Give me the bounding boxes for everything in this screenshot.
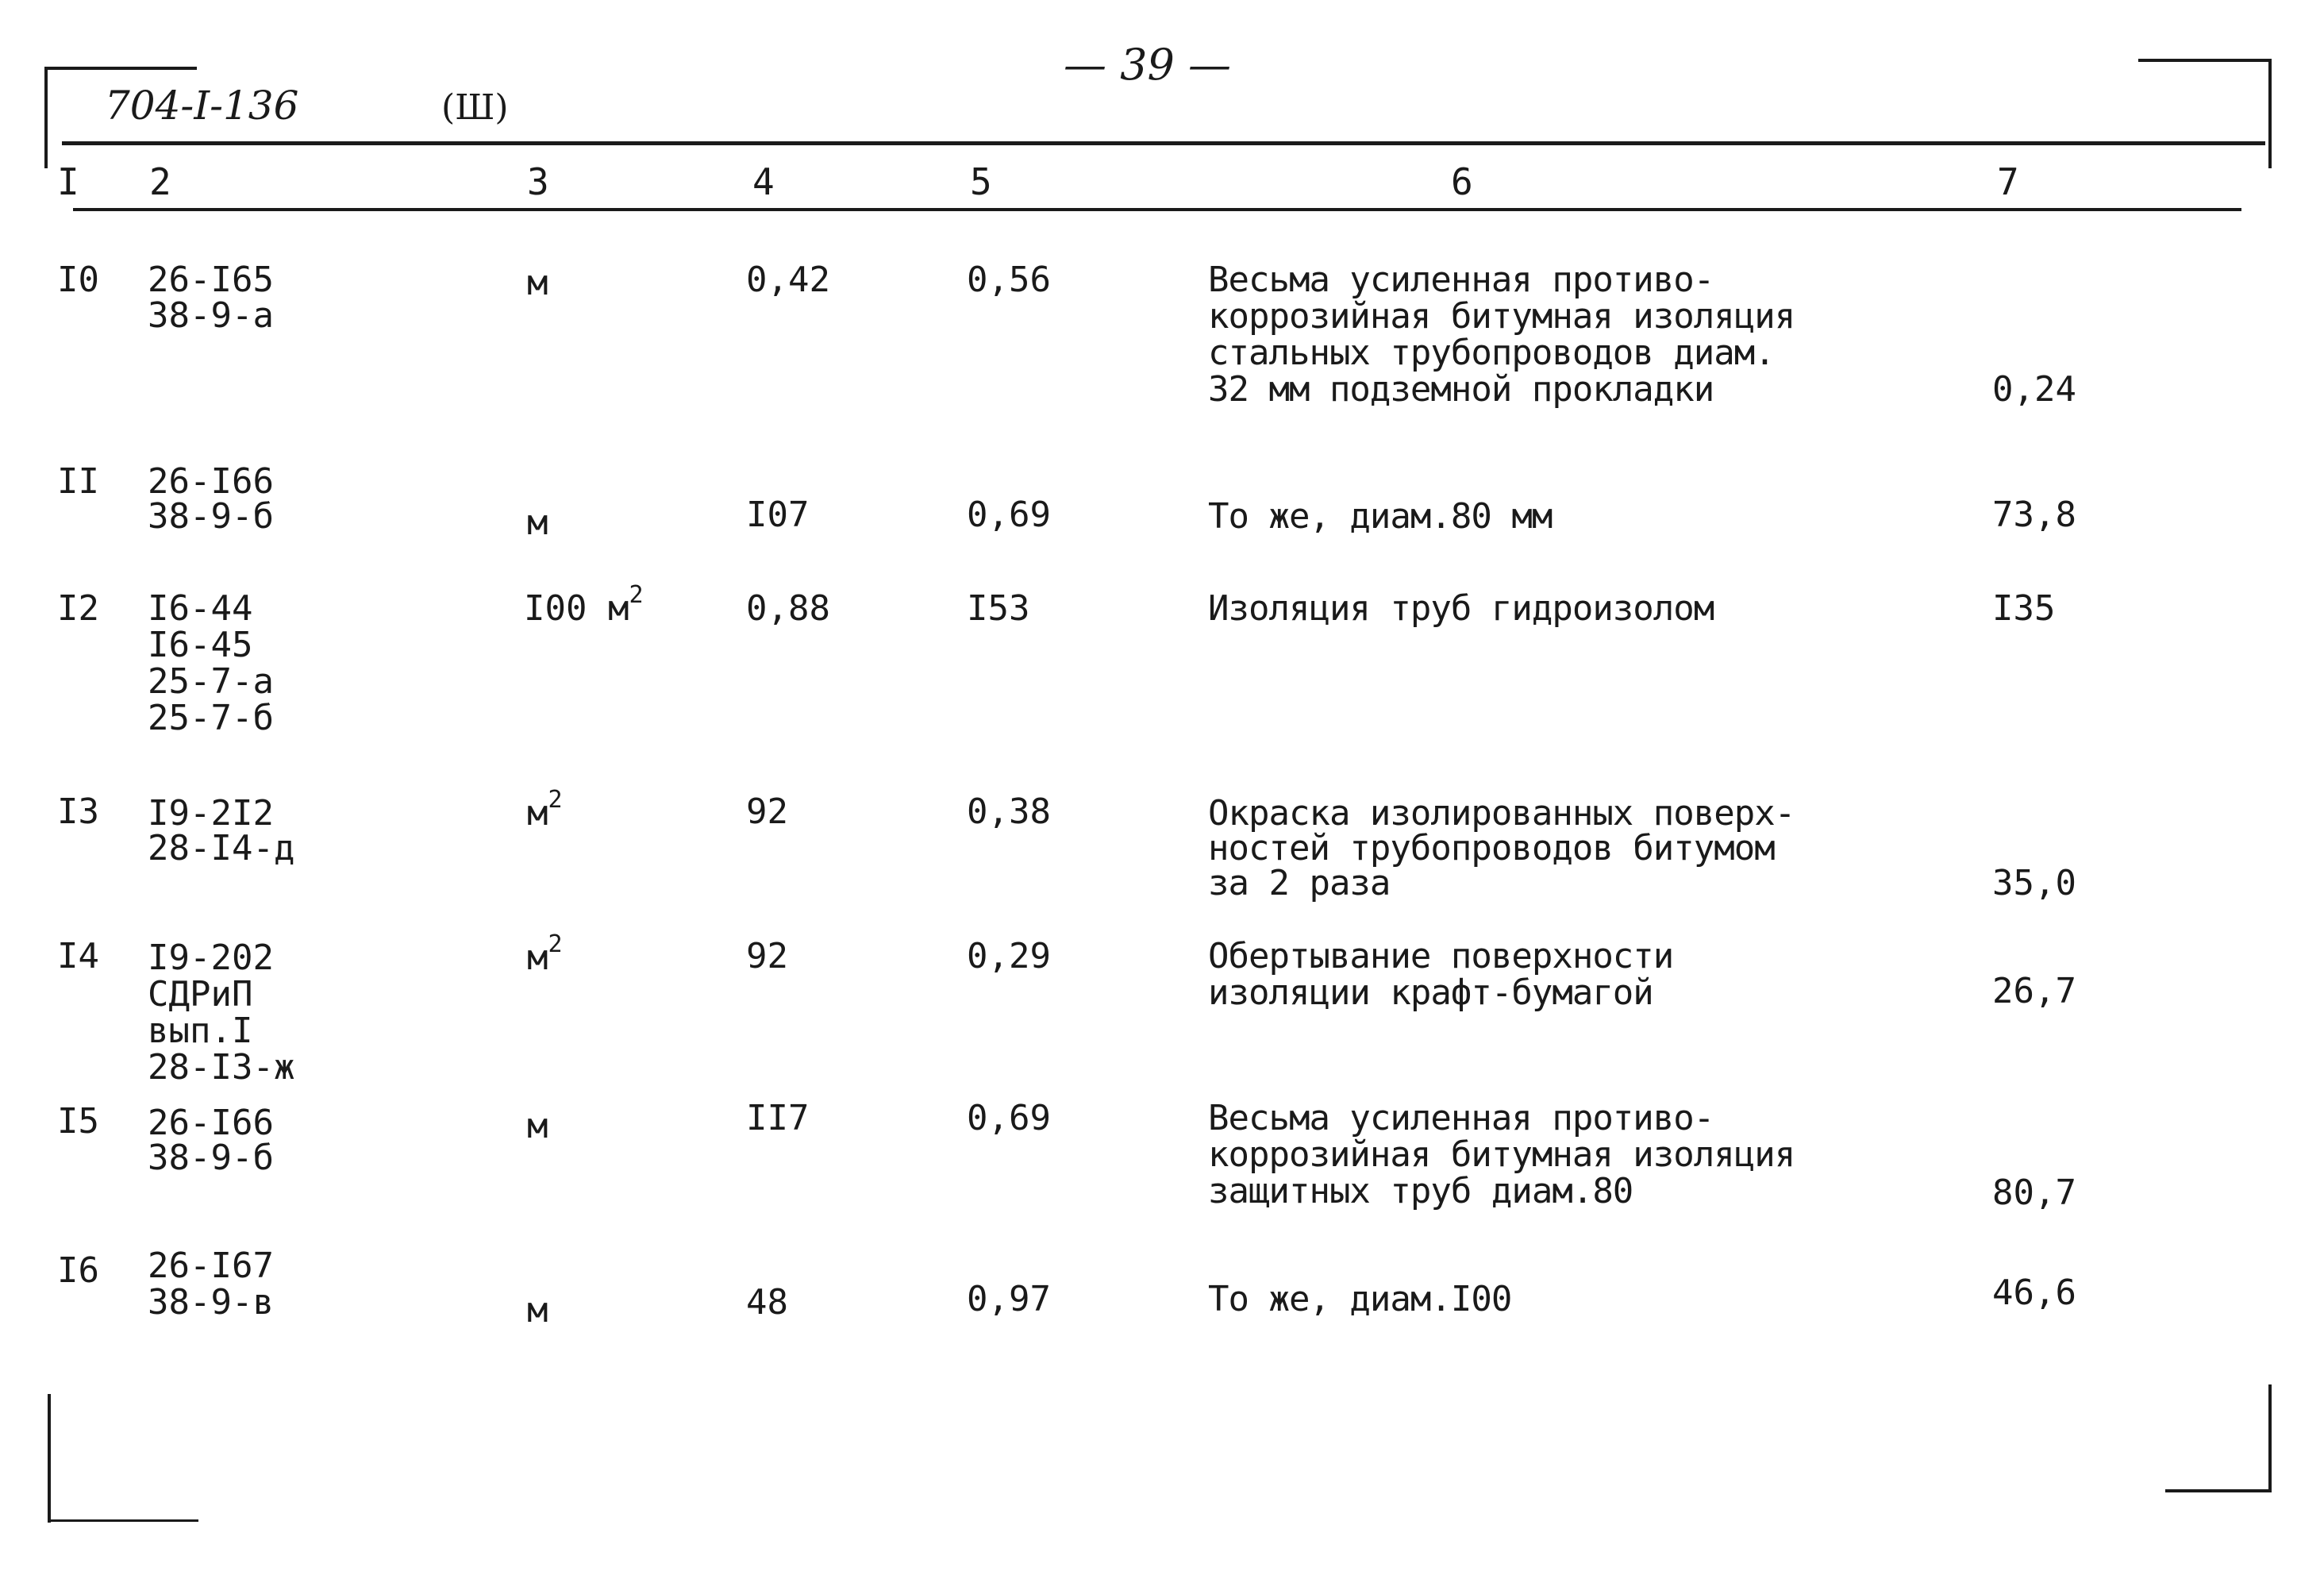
description-line: Весьма усиленная противо-: [1208, 1098, 1714, 1138]
value-col5: 0,56: [967, 260, 1051, 300]
row-number: I4: [57, 936, 99, 976]
norm-code: I9-2I2: [148, 793, 274, 834]
description-line: То же, диам.80 мм: [1208, 496, 1553, 537]
value-col7: 0,24: [1992, 369, 2076, 410]
row-number: I0: [57, 260, 99, 300]
column-header-1: I: [57, 160, 79, 203]
description-line: Обертывание поверхности: [1208, 936, 1674, 976]
value-col7: 73,8: [1992, 495, 2076, 535]
quantity: 92: [746, 936, 788, 976]
row-number: II: [57, 461, 99, 502]
norm-code: 38-9-а: [148, 295, 274, 336]
norm-code: СДРиП: [148, 974, 253, 1015]
description-line: стальных трубопроводов диам.: [1208, 333, 1775, 373]
doc-code: 704-I-136: [105, 83, 299, 129]
norm-code: 38-9-б: [148, 1138, 274, 1178]
description-line: 32 мм подземной прокладки: [1208, 369, 1714, 410]
norm-code: 38-9-б: [148, 496, 274, 537]
norm-code: 26-I65: [148, 260, 274, 300]
norm-code: вып.I: [148, 1011, 253, 1051]
frame-bottom-left-h: [48, 1519, 198, 1522]
frame-bottom-right-v: [2268, 1384, 2272, 1492]
unit: $м^2$: [527, 786, 563, 834]
unit: м: [527, 503, 548, 543]
column-header-4: 4: [752, 160, 775, 203]
value-col5: 0,38: [967, 791, 1051, 832]
value-col5: 0,29: [967, 936, 1051, 976]
value-col5: I53: [967, 588, 1030, 629]
value-col5: 0,69: [967, 495, 1051, 535]
quantity: 0,42: [746, 260, 830, 300]
description-line: коррозийная битумная изоляция: [1208, 296, 1795, 337]
row-number: I2: [57, 588, 99, 629]
description-line: за 2 раза: [1208, 863, 1391, 903]
norm-code: 28-I4-д: [148, 828, 295, 868]
description-line: То же, диам.I00: [1208, 1279, 1512, 1319]
norm-code: I9-202: [148, 938, 274, 978]
column-header-rule: [73, 208, 2241, 211]
row-number: I3: [57, 791, 99, 832]
description-line: изоляции крафт-бумагой: [1208, 972, 1653, 1013]
frame-top-left-h: [46, 67, 197, 70]
description-line: коррозийная битумная изоляция: [1208, 1134, 1795, 1175]
norm-code: I6-44: [148, 588, 253, 629]
value-col5: 0,97: [967, 1279, 1051, 1319]
part-number: (Ш): [441, 87, 509, 128]
column-header-6: 6: [1451, 160, 1473, 203]
quantity: II7: [746, 1098, 810, 1138]
norm-code: I6-45: [148, 625, 253, 665]
unit: I00 $м^2$: [524, 581, 644, 629]
unit: $м^2$: [527, 930, 563, 978]
description-line: Изоляция труб гидроизолом: [1208, 588, 1714, 629]
frame-top-left-v: [44, 67, 48, 168]
value-col7: 80,7: [1992, 1173, 2076, 1213]
row-number: I5: [57, 1101, 99, 1142]
norm-code: 26-I66: [148, 1103, 274, 1143]
value-col7: I35: [1992, 588, 2056, 629]
value-col5: 0,69: [967, 1098, 1051, 1138]
header-rule: [62, 141, 2265, 145]
column-header-2: 2: [149, 160, 171, 203]
unit: м: [527, 263, 548, 303]
norm-code: 26-I66: [148, 461, 274, 502]
frame-bottom-left-v: [48, 1394, 51, 1523]
norm-code: 25-7-б: [148, 698, 274, 738]
frame-bottom-right-h: [2165, 1489, 2272, 1492]
norm-code: 26-I67: [148, 1246, 274, 1286]
quantity: 0,88: [746, 588, 830, 629]
value-col7: 46,6: [1992, 1273, 2076, 1313]
norm-code: 28-I3-ж: [148, 1047, 295, 1088]
column-header-7: 7: [1997, 160, 2019, 203]
norm-code: 25-7-а: [148, 661, 274, 702]
unit: м: [527, 1106, 548, 1146]
frame-top-right-h: [2138, 59, 2272, 62]
quantity: 48: [746, 1282, 788, 1323]
quantity: I07: [746, 495, 810, 535]
description-line: Окраска изолированных поверх-: [1208, 793, 1795, 834]
quantity: 92: [746, 791, 788, 832]
value-col7: 26,7: [1992, 971, 2076, 1011]
frame-top-right-v: [2268, 59, 2272, 168]
unit: м: [527, 1290, 548, 1330]
norm-code: 38-9-в: [148, 1282, 274, 1323]
column-header-5: 5: [970, 160, 992, 203]
page-number: — 39 —: [1064, 40, 1232, 90]
description-line: ностей трубопроводов битумом: [1208, 828, 1775, 868]
description-line: Весьма усиленная противо-: [1208, 260, 1714, 300]
description-line: защитных труб диам.80: [1208, 1171, 1633, 1211]
value-col7: 35,0: [1992, 863, 2076, 903]
row-number: I6: [57, 1250, 99, 1291]
column-header-3: 3: [527, 160, 549, 203]
